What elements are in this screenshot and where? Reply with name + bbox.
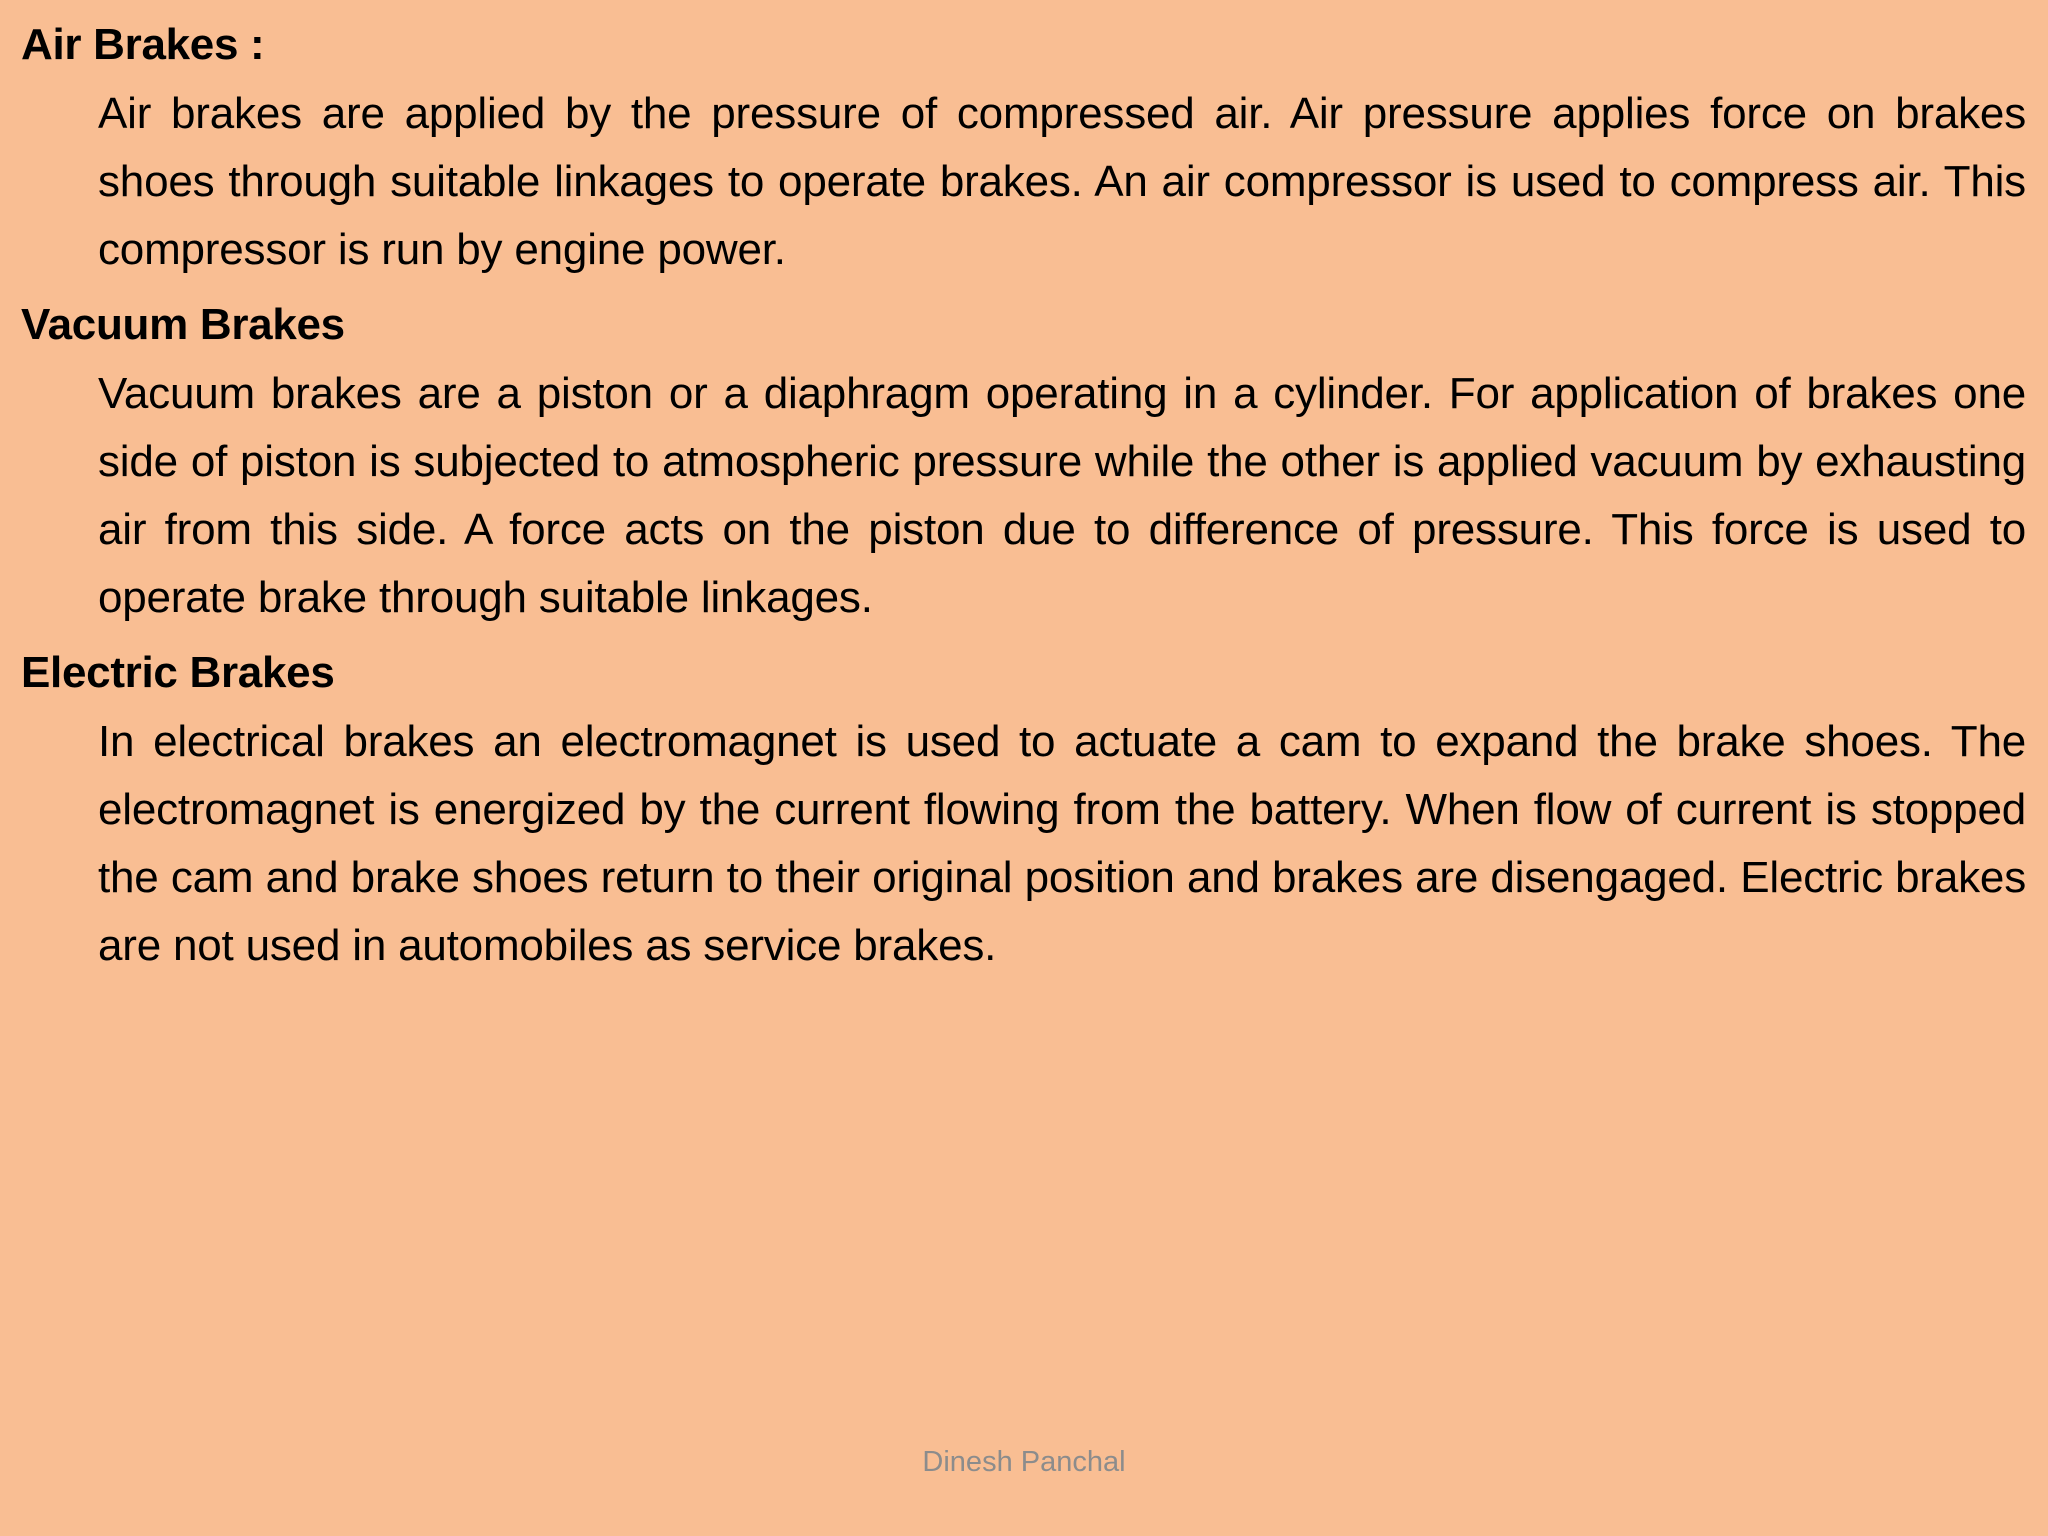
paragraph-air-brakes: Air brakes are applied by the pressure of compressed air. Air pressure applies force on brakes shoes through suitable linkages to operate brakes. An air compressor is used to compress air. This compressor is run by engine power. xyxy=(98,89,2026,274)
footer-author: Dinesh Panchal xyxy=(922,1446,1126,1478)
paragraph-vacuum-brakes: Vacuum brakes are a piston or a diaphragm operating in a cylinder. For application of brakes one side of piston is subjected to atmospheric pressure while the other is applied vacuum by exhausting air from this side. A force acts on the piston due to difference of pressure. This force is used to operate brake through suitable linkages. xyxy=(98,369,2026,622)
paragraph-electric-brakes: In electrical brakes an electromagnet is used to actuate a cam to expand the brake shoes. The electromagnet is energized by the current flowing from the battery. When flow of current is stopped the cam and brake shoes return to their original position and brakes are disengaged. Electric brakes are not used in automobiles as service brakes. xyxy=(98,717,2026,970)
heading-air-brakes: Air Brakes : xyxy=(21,20,265,69)
heading-electric-brakes: Electric Brakes xyxy=(21,648,335,697)
heading-vacuum-brakes: Vacuum Brakes xyxy=(21,300,345,349)
slide-content xyxy=(21,14,2026,990)
